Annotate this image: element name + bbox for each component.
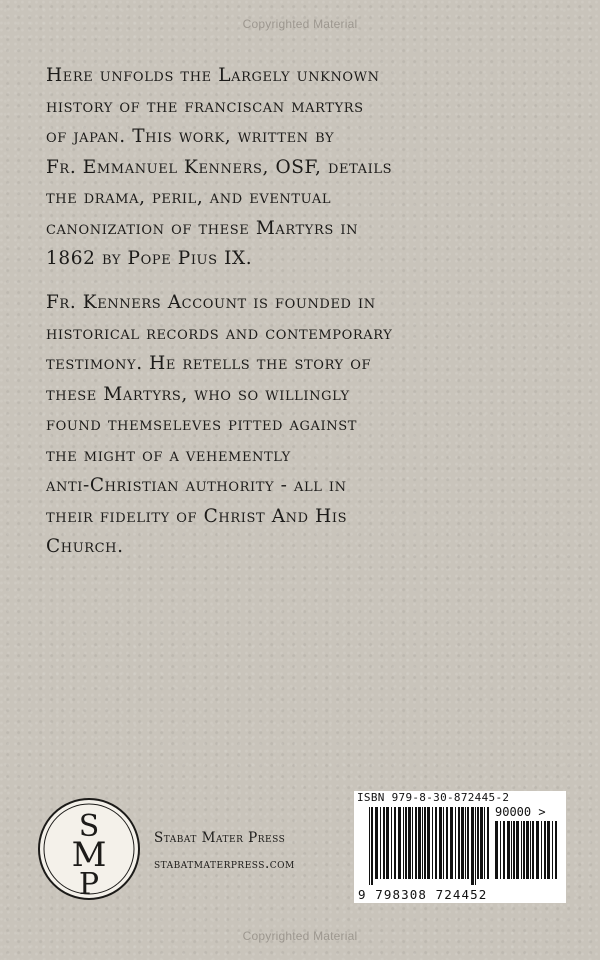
blurb-paragraph-2 [46,288,566,563]
publisher-name: Stabat Mater Press [154,830,286,846]
barcode-box [354,791,566,903]
blurb-line: Fr. Emmanuel Kenners, OSF, details [46,156,393,178]
blurb-line: Here unfolds the Largely unknown [46,65,380,86]
blurb-line: Fr. Kenners Account is founded in [46,292,376,313]
blurb-line: found themseleves pitted against [46,414,358,435]
logo-letter-s: S [78,809,100,844]
addon-price: 90000 > [495,805,546,819]
blurb-line: testimony. He retells the story of [46,353,372,374]
addon-barcode [494,821,560,887]
blurb-line: anti-Christian authority - all in [46,475,347,496]
logo-letter-p: P [78,867,100,902]
logo-letter-m: M [71,835,107,875]
blurb-line: history of the franciscan martyrs [46,95,364,117]
blurb-line: of japan. This work, written by [46,126,335,147]
isbn-label: ISBN 979-8-30-872445-2 [357,791,510,804]
publisher-logo [36,796,142,902]
blurb-line: these Martyrs, who so willingly [46,383,350,405]
blurb-line: the drama, peril, and eventual [46,187,332,208]
blurb-paragraph-1 [46,61,566,275]
blurb-line: historical records and contemporary [46,322,393,344]
watermark-top: Copyrighted Material [242,17,358,31]
watermark-bottom: Copyrighted Material [242,929,358,943]
blurb-line: their fidelity of Christ And His [46,505,348,527]
blurb-line: the might of a vehemently [46,444,291,466]
publisher-url: stabatmaterpress.com [154,856,295,872]
blurb-line: 1862 by Pope Pius IX. [46,248,253,269]
blurb-line: Church. [46,536,124,557]
blurb-line: canonization of these Martyrs in [46,217,359,239]
ean-barcode [368,807,492,887]
ean-digits: 9 798308 724452 [358,887,488,902]
